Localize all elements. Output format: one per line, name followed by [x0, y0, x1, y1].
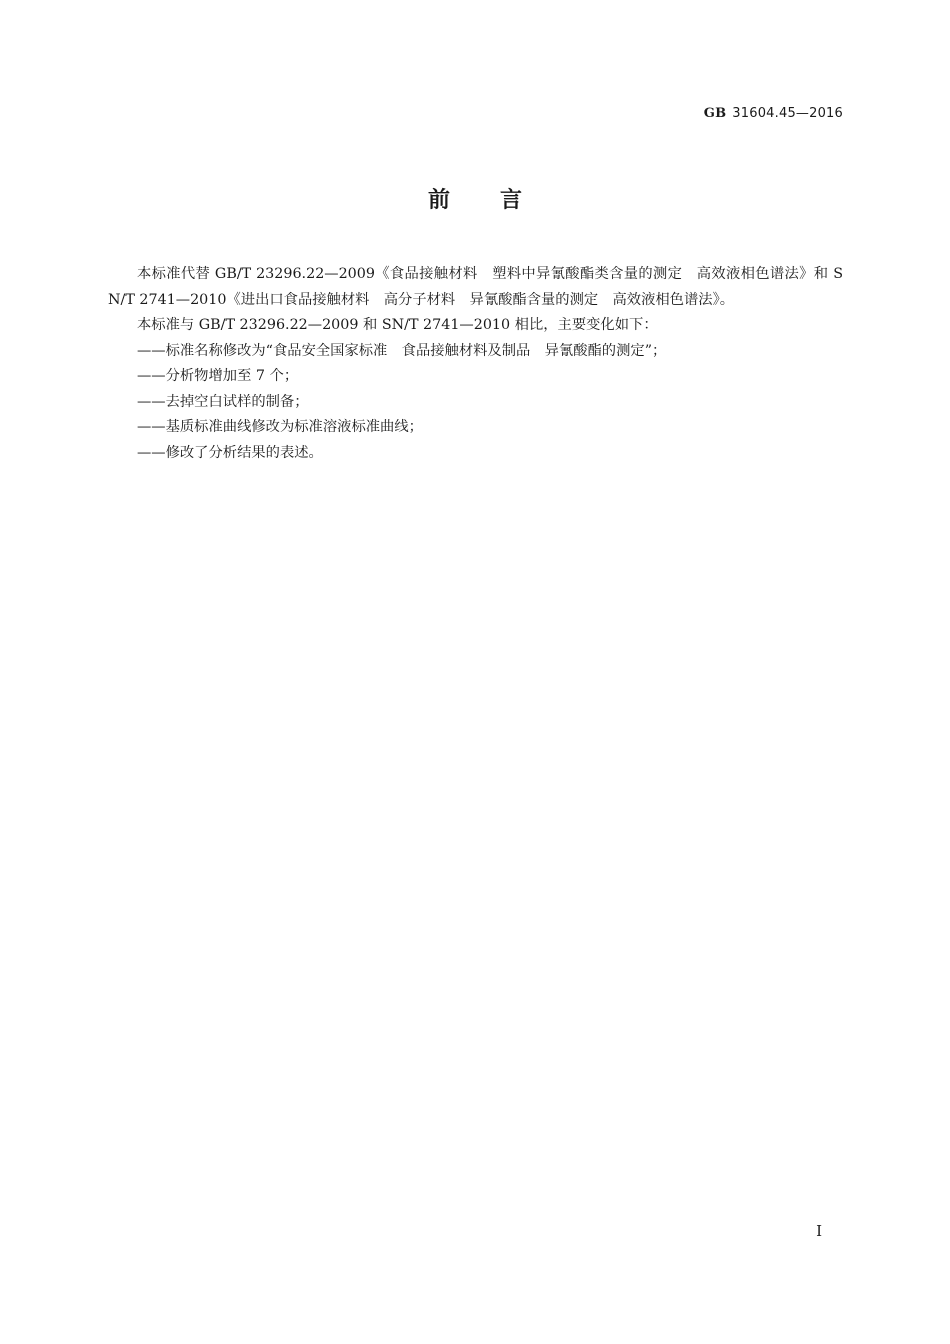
- paragraph-replacement: 本标准代替 GB/T 23296.22—2009《食品接触材料 塑料中异氰酸酯类含量的测定 高效液相色谱法》和 SN/T 2741—2010《进出口食品接触材料 高分子材料 异氰酸酯含量的测定 高效液相色谱法》。: [108, 266, 843, 308]
- title-char-2: 言: [500, 188, 523, 213]
- paragraph-changes-intro: 本标准与 GB/T 23296.22—2009 和 SN/T 2741—2010 相比，主要变化如下：: [137, 317, 658, 333]
- change-item: ——分析物增加至 7 个；: [137, 368, 299, 384]
- standard-code: 31604.45—2016: [732, 106, 843, 121]
- foreword-body: [108, 262, 843, 466]
- change-item: ——修改了分析结果的表述。: [137, 444, 323, 461]
- title-char-1: 前: [427, 188, 450, 213]
- page-title: [0, 183, 950, 214]
- page-number: I: [816, 1222, 822, 1240]
- standard-prefix: GB: [703, 106, 727, 121]
- standard-number: [704, 106, 843, 121]
- change-item: ——基质标准曲线修改为标准溶液标准曲线；: [137, 419, 423, 435]
- change-item: ——去掉空白试样的制备；: [137, 393, 309, 410]
- change-item: ——标准名称修改为“食品安全国家标准 食品接触材料及制品 异氰酸酯的测定”；: [137, 342, 667, 359]
